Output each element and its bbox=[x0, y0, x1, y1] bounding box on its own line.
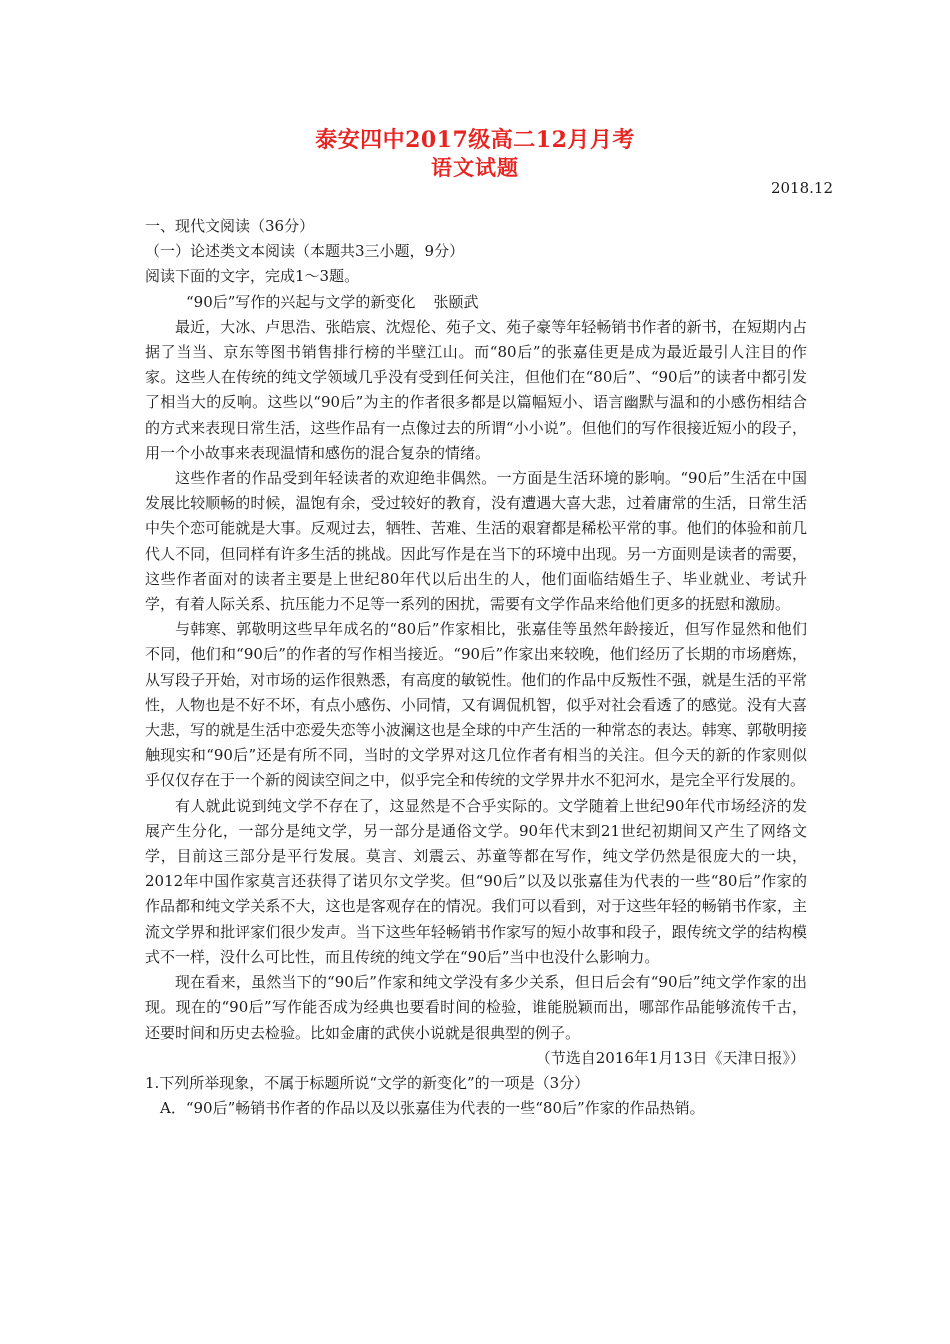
article-title: “90后”写作的兴起与文学的新变化 bbox=[186, 292, 416, 311]
article-paragraph: 有人就此说到纯文学不存在了，这显然是不合乎实际的。文学随着上世纪90年代市场经济的发展产生分化，一部分是纯文学，另一部分是通俗文学。90年代末到21世纪初期间又产生了网络文学，目前这三部分是平行发展。莫言、刘震云、苏童等都在写作，纯文学仍然是很庞大的一块，2012年中国作家莫言还获得了诺贝尔文学奖。但“90后”以及以张嘉佳为代表的一些“80后”作家的作品都和纯文学关系不大，这也是客观存在的情况。我们可以看到，对于这些年轻的畅销书作家，主流文学界和批评家们很少发声。当下这些年轻畅销书作家写的短小故事和段子，跟传统文学的结构模式不一样，没什么可比性，而且传统的纯文学在“90后”当中也没什么影响力。 bbox=[145, 796, 807, 966]
article-author: 张颐武 bbox=[433, 292, 479, 311]
article-paragraph: 这些作者的作品受到年轻读者的欢迎绝非偶然。一方面是生活环境的影响。“90后”生活在中国发展比较顺畅的时候，温饱有余，受过较好的教育，没有遭遇大喜大悲，过着庸常的生活，日常生活中失个恋可能就是大事。反观过去，牺牲、苦难、生活的艰窘都是稀松平常的事。他们的体验和前几代人不同，但同样有许多生活的挑战。因此写作是在当下的环境中出现。另一方面则是读者的需要，这些作者面对的读者主要是上世纪80年代以后出生的人，他们面临结婚生子、毕业就业、考试升学，有着人际关系、抗压能力不足等一系列的困扰，需要有文学作品来给他们更多的抚慰和激励。 bbox=[145, 469, 807, 614]
exam-subtitle: 语文试题 bbox=[431, 155, 519, 180]
article-source: （节选自2016年1月13日《天津日报》） bbox=[535, 1048, 805, 1067]
question-1-stem: 1.下列所举现象，不属于标题所说“文学的新变化”的一项是（3分） bbox=[145, 1073, 590, 1092]
exam-content bbox=[145, 214, 807, 1121]
exam-title-block bbox=[0, 126, 950, 182]
article-paragraph: 与韩寒、郭敬明这些早年成名的“80后”作家相比，张嘉佳等虽然年龄接近，但写作显然和他们不同，他们和“90后”的作者的写作相当接近。“90后”作家出来较晚，他们经历了长期的市场磨炼，从写段子开始，对市场的运作很熟悉，有高度的敏锐性。他们的作品中反叛性不强，就是生活的平常性，人物也是不好不坏，有点小感伤、小同情，又有调侃机智，似乎对社会看透了的感觉。没有大喜大悲，写的就是生活中恋爱失恋等小波澜这也是全球的中产生活的一种常态的表达。韩寒、郭敬明接触现实和“90后”还是有所不同，当时的文学界对这几位作者有相当的关注。但今天的新的作家则似乎仅仅存在于一个新的阅读空间之中，似乎完全和传统的文学界井水不犯河水，是完全平行发展的。 bbox=[145, 620, 807, 790]
article-paragraph: 现在看来，虽然当下的“90后”作家和纯文学没有多少关系，但日后会有“90后”纯文学作家的出现。现在的“90后”写作能否成为经典也要看时间的检验，谁能脱颖而出，哪部作品能够流传千古，还要时间和历史去检验。比如金庸的武侠小说就是很典型的例子。 bbox=[145, 973, 807, 1042]
reading-instruction: 阅读下面的文字，完成1～3题。 bbox=[145, 267, 360, 286]
exam-date: 2018.12 bbox=[770, 179, 833, 197]
article-title-line bbox=[145, 290, 807, 315]
section-heading: 一、现代文阅读（36分） bbox=[145, 217, 315, 235]
exam-title: 泰安四中2017级高二12月月考 bbox=[315, 127, 635, 153]
article-paragraph: 最近，大冰、卢思浩、张皓宸、沈煜伦、苑子文、苑子豪等年轻畅销书作者的新书，在短期内占据了当当、京东等图书销售排行榜的半壁江山。而“80后”的张嘉佳更是成为最近最引人注目的作家。这些人在传统的纯文学领域几乎没有受到任何关注，但他们在“80后”、“90后”的读者中都引发了相当大的反响。这些以“90后”为主的作者很多都是以篇幅短小、语言幽默与温和的小感伤相结合的方式来表现日常生活，这些作品有一点像过去的所谓“小小说”。但他们的写作很接近短小的段子，用一个小故事来表现温情和感伤的混合复杂的情绪。 bbox=[145, 317, 807, 462]
question-1-option-a: A．“90后”畅销书作者的作品以及以张嘉佳为代表的一些“80后”作家的作品热销。 bbox=[160, 1099, 705, 1118]
section-subheading: （一）论述类文本阅读（本题共3三小题，9分） bbox=[145, 242, 465, 261]
